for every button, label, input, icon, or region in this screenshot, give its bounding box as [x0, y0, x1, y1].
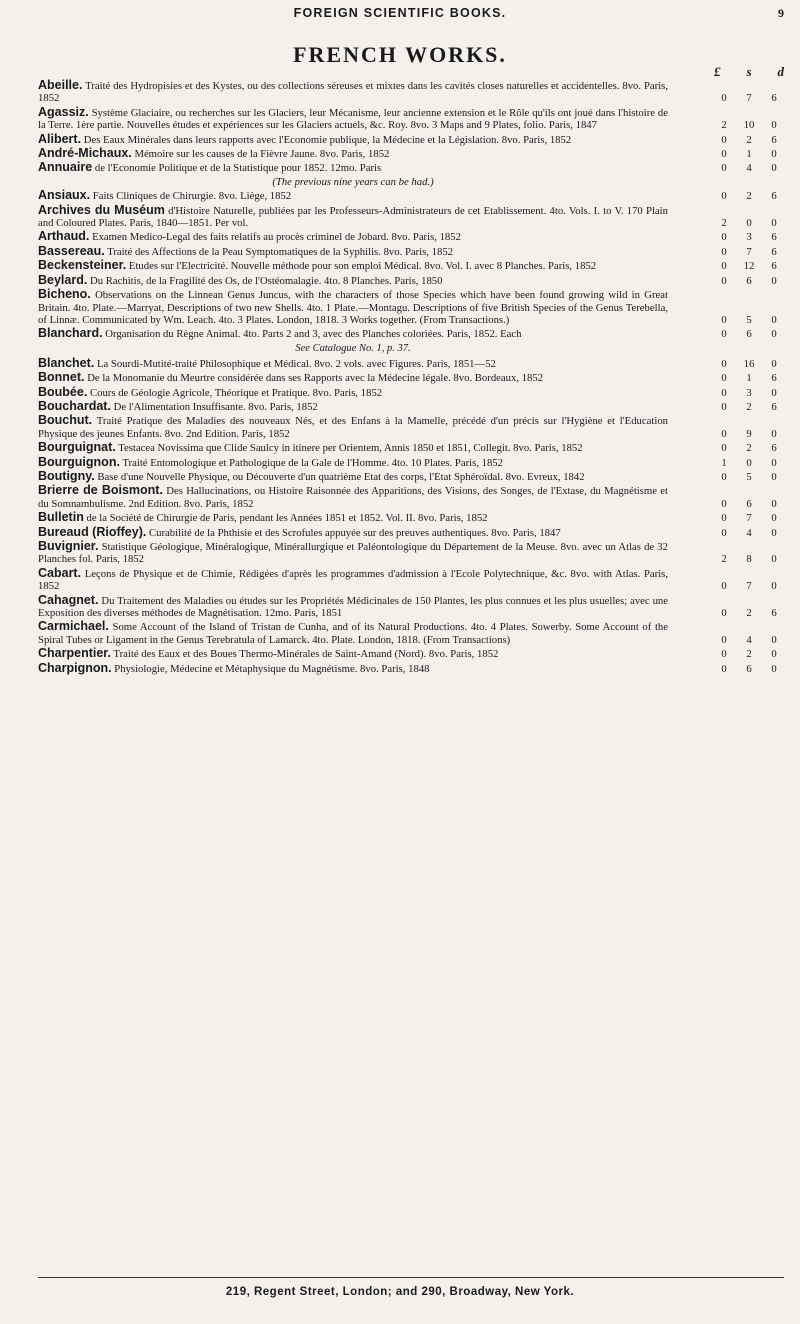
- price-pence: 0: [771, 633, 777, 646]
- price-pence: 6: [771, 92, 777, 105]
- entry-text: Physiologie, Médecine et Métaphysique du Magnétisme. 8vo. Paris, 1848: [114, 662, 430, 675]
- entry-description: [38, 147, 668, 160]
- entry-description: [38, 647, 668, 660]
- price-pounds: 0: [721, 162, 727, 175]
- price-shillings: 7: [746, 512, 752, 525]
- footer-rule: [38, 1277, 784, 1278]
- entry-price: [714, 275, 784, 287]
- entry-description: [38, 79, 668, 105]
- catalogue-entry: [38, 106, 784, 132]
- entry-price: [714, 512, 784, 524]
- price-pounds: 0: [721, 148, 727, 161]
- catalogue-entry: [38, 511, 784, 524]
- entry-description: [38, 400, 668, 413]
- price-shillings: 8: [746, 553, 752, 566]
- entry-text: Faits Cliniques de Chirurgie. 8vo. Liège, 1852: [92, 190, 292, 203]
- price-pounds: 0: [721, 133, 727, 146]
- entry-description: [38, 371, 668, 384]
- catalogue-entry: [38, 414, 784, 440]
- price-pounds: 0: [721, 526, 727, 539]
- catalogue-entry: [38, 133, 784, 146]
- entry-text: Traité des Affections de la Peau Symptomatiques de la Syphilis. 8vo. Paris, 1852: [107, 245, 454, 258]
- price-pounds: 0: [721, 427, 727, 440]
- entry-text: La Sourdi-Mutité-traité Philosophique et Médical. 8vo. 2 vols. avec Figures. Paris, 1851—52: [96, 357, 496, 370]
- price-pounds: 0: [721, 662, 727, 675]
- catalogue-entry: [38, 386, 784, 399]
- author-name: André-Michaux.: [38, 146, 132, 161]
- price-shillings: 10: [743, 119, 755, 132]
- price-shillings: 7: [746, 245, 752, 258]
- catalogue-entry: [38, 245, 784, 258]
- entry-description: [38, 540, 668, 566]
- entry-description: [38, 470, 668, 483]
- price-pence: 0: [771, 648, 777, 661]
- price-pence: 0: [771, 456, 777, 469]
- entry-text: Traité des Eaux et des Boues Thermo-Minérales de Saint-Amand (Nord). 8vo. Paris, 1852: [113, 648, 499, 661]
- price-pounds: 0: [721, 470, 727, 483]
- price-pence: 0: [771, 119, 777, 132]
- price-pounds: 0: [721, 190, 727, 203]
- price-shillings: 12: [743, 260, 755, 273]
- author-name: Bourguignat.: [38, 440, 116, 455]
- catalogue-entry: [38, 470, 784, 483]
- price-pounds: 0: [721, 400, 727, 413]
- author-name: Bassereau.: [38, 243, 105, 258]
- author-name: Agassiz.: [38, 104, 89, 119]
- price-pounds: 0: [721, 512, 727, 525]
- price-shillings: 7: [746, 92, 752, 105]
- author-name: Beckensteiner.: [38, 258, 127, 273]
- price-pounds: 0: [721, 357, 727, 370]
- catalogue-entry: [38, 371, 784, 384]
- price-shillings: 4: [746, 633, 752, 646]
- publisher-address: 219, Regent Street, London; and 290, Broadway, New York.: [225, 1286, 575, 1298]
- price-pence: 6: [771, 400, 777, 413]
- price-pence: 0: [771, 580, 777, 593]
- catalogue-entry: [38, 204, 784, 230]
- price-pounds: 0: [721, 372, 727, 385]
- price-shillings: 1: [746, 372, 752, 385]
- author-name: Bouchut.: [38, 413, 93, 428]
- entry-price: [714, 498, 784, 510]
- price-pounds: 0: [721, 274, 727, 287]
- price-pence: 0: [771, 662, 777, 675]
- price-pence: 6: [771, 231, 777, 244]
- catalogue-entry: [38, 484, 784, 510]
- price-pence: 6: [771, 442, 777, 455]
- entry-price: [714, 428, 784, 440]
- page-number: 9: [778, 6, 784, 20]
- entry-description: [38, 594, 668, 620]
- entry-text: de l'Economie Politique et de la Statistique pour 1852. 12mo. Paris: [94, 162, 382, 175]
- price-pounds: 2: [721, 119, 727, 132]
- entry-text: (The previous nine years can be had.): [272, 175, 434, 188]
- price-shillings: 4: [746, 162, 752, 175]
- author-name: Bouchardat.: [38, 398, 111, 413]
- entry-text: De la Monomanie du Meurtre considérée dans ses Rapports avec la Médecine légale. 8vo. Bordeaux, 1852: [87, 372, 544, 385]
- entry-price: [714, 134, 784, 146]
- catalogue-entry: [38, 274, 784, 287]
- price-column-headers: [714, 64, 784, 80]
- entry-text: Traité Pratique des Maladies des nouveaux Nés, et des Enfans à la Mamelle, précédé d'un précis sur l'Hygiène et l'Education Physique des jeunes Enfants. 8vo. 2nd Edition. Paris, 1852: [38, 415, 669, 440]
- price-shillings: 16: [743, 357, 755, 370]
- author-name: Beylard.: [38, 272, 88, 287]
- entry-text: Etudes sur l'Electricité. Nouvelle méthode pour son emploi Médical. 8vo. Vol. I. avec 8 Planches. Paris, 1852: [128, 260, 597, 273]
- entry-price: [714, 217, 784, 229]
- price-shillings: 1: [746, 148, 752, 161]
- pence-header: d: [777, 64, 784, 79]
- entry-description: [38, 176, 668, 188]
- entry-description: [38, 161, 668, 174]
- entry-description: [38, 259, 668, 272]
- price-pence: 6: [771, 372, 777, 385]
- author-name: Blanchet.: [38, 355, 95, 370]
- catalogue-entry: [38, 620, 784, 646]
- see-catalogue-note: See Catalogue No. 1, p. 37.: [295, 342, 411, 354]
- author-name: Brierre de Boismont.: [38, 483, 163, 498]
- price-shillings: 2: [746, 442, 752, 455]
- entry-text: Observations on the Linnean Genus Juncus, with the characters of those Species which have been found growing wild in Great Britain. 4to. Plate.—Marryat, Descriptions of two new Shells. 4to. 1 Plate.—Montagu. Descriptions of five British Species of the Genus Terebella, of Linnæ. Communicated by Wm. Leach. 4to. 3 Plates. London, 1818. 3 Works together. (From Transactions.): [38, 289, 669, 326]
- author-name: Buvignier.: [38, 539, 99, 553]
- price-pounds: 0: [721, 580, 727, 593]
- entry-description: [38, 204, 668, 230]
- entry-description: [38, 386, 668, 399]
- entry-price: [714, 387, 784, 399]
- catalogue-entry: [38, 594, 784, 620]
- price-pence: 6: [771, 190, 777, 203]
- author-name: Bicheno.: [38, 287, 91, 302]
- entry-text: Statistique Géologique, Minéralogique, Minérallurgique et Paléontologique du Département de la Meuse. 8vo. avec un Atlas de 32 Planches fol. Paris, 1852: [38, 541, 668, 566]
- price-pounds: 0: [721, 497, 727, 510]
- price-shillings: 4: [746, 526, 752, 539]
- catalogue-entry: [38, 400, 784, 413]
- entry-text: Des Eaux Minérales dans leurs rapports avec l'Economie publique, la Médecine et la Législation. 8vo. Paris, 1852: [83, 133, 572, 146]
- entry-text: de la Société de Chirurgie de Paris, pendant les Années 1851 et 1852. Vol. II. 8vo. Paris, 1852: [86, 512, 488, 525]
- entry-text: Curabilité de la Phthisie et des Scrofules appuyée sur des preuves authentiques. 8vo. Paris, 1847: [149, 526, 561, 539]
- entry-price: [714, 580, 784, 592]
- entry-description: [38, 189, 668, 202]
- entry-description: [38, 245, 668, 258]
- entry-description: [38, 526, 668, 539]
- price-shillings: 2: [746, 133, 752, 146]
- author-name: Boubée.: [38, 384, 88, 399]
- entry-price: [714, 260, 784, 272]
- catalogue-entry: [38, 540, 784, 566]
- entry-description: [38, 288, 668, 326]
- entry-description: [38, 230, 668, 243]
- price-shillings: 6: [746, 274, 752, 287]
- price-shillings: 2: [746, 648, 752, 661]
- entry-text: Organisation du Règne Animal. 4to. Parts 2 and 3, avec des Planches coloriées. Paris, 1852. Each: [105, 328, 522, 341]
- catalogue-entry: [38, 327, 784, 340]
- entry-text: De l'Alimentation Insuffisante. 8vo. Paris, 1852: [113, 400, 318, 413]
- price-shillings: 2: [746, 607, 752, 620]
- entry-text: Des Hallucinations, ou Histoire Raisonnée des Apparitions, des Visions, des Songes, de l'Extase, du Magnétisme et du Somnambulisme. 2nd Edition. 8vo. Paris, 1852: [38, 485, 669, 510]
- entry-description: [38, 441, 668, 454]
- entry-price: [714, 190, 784, 202]
- entry-price: [714, 442, 784, 454]
- price-pence: 6: [771, 245, 777, 258]
- catalogue-entry: [38, 147, 784, 160]
- entry-text: Testacea Novissima que Clide Saulcy in itinere per Orientem, Annis 1850 et 1851, Collegit. 8vo. Paris, 1852: [118, 442, 583, 455]
- price-pence: 0: [771, 162, 777, 175]
- entry-price: [714, 358, 784, 370]
- price-shillings: 6: [746, 328, 752, 341]
- entry-price: [714, 663, 784, 675]
- price-pence: 0: [771, 357, 777, 370]
- price-pence: 0: [771, 217, 777, 230]
- entry-text: Cours de Géologie Agricole, Théorique et Pratique. 8vo. Paris, 1852: [89, 386, 383, 399]
- entry-description: [38, 357, 668, 370]
- catalogue-entry: [38, 176, 784, 188]
- price-pence: 0: [771, 274, 777, 287]
- author-name: Bonnet.: [38, 370, 85, 385]
- author-name: Bulletin: [38, 510, 84, 525]
- entry-description: [38, 274, 668, 287]
- catalogue-entry: [38, 79, 784, 105]
- price-pounds: 2: [721, 217, 727, 230]
- entry-price: [714, 92, 784, 104]
- entry-text: Examen Medico-Legal des faits relatifs au procès criminel de Jobard. 8vo. Paris, 1852: [92, 231, 461, 244]
- price-shillings: 0: [746, 456, 752, 469]
- price-pence: 0: [771, 386, 777, 399]
- author-name: Charpentier.: [38, 646, 111, 661]
- entry-price: [714, 634, 784, 646]
- price-pence: 0: [771, 512, 777, 525]
- price-pence: 0: [771, 526, 777, 539]
- price-shillings: 6: [746, 662, 752, 675]
- catalogue-entry: [38, 259, 784, 272]
- shillings-header: s: [746, 64, 752, 79]
- entry-description: [38, 620, 668, 646]
- price-pounds: 0: [721, 245, 727, 258]
- entry-text: Du Traitement des Maladies ou études sur les Propriétés Médicinales de 150 Plantes, les plus connues et les plus usuelles; avec une Exposition des diverses méthodes de Magnétisation. 12mo. Paris, 1851: [38, 594, 668, 620]
- entry-price: [714, 607, 784, 619]
- price-shillings: 5: [746, 470, 752, 483]
- price-pence: 6: [771, 260, 777, 273]
- catalogue-entry: [38, 230, 784, 243]
- entry-text: Some Account of the Island of Tristan de Cunha, and of its Natural Productions. 4to. 4 Plates. Sowerby. Some Account of the Spiral Tubes or Ligament in the Genus Terebratula of Lamarck. 4to. Plate. London, 1818. (From Transactions): [38, 621, 669, 646]
- price-pence: 0: [771, 497, 777, 510]
- price-pence: 0: [771, 553, 777, 566]
- author-name: Ansiaux.: [38, 188, 91, 203]
- catalogue-entry: [38, 662, 784, 675]
- price-shillings: 3: [746, 231, 752, 244]
- entry-price: [714, 246, 784, 258]
- author-name: Annuaire: [38, 160, 93, 175]
- catalogue-entry: [38, 456, 784, 469]
- price-shillings: 0: [746, 217, 752, 230]
- price-pounds: 1: [721, 456, 727, 469]
- catalogue-entry: [38, 161, 784, 174]
- catalogue-entry: [38, 357, 784, 370]
- price-pounds: 0: [721, 328, 727, 341]
- catalogue-entry: [38, 567, 784, 593]
- entry-text: Traité des Hydropisies et des Kystes, ou des collections séreuses et mixtes dans les cavités closes naturelles et accidentelles. 8vo. Paris, 1852: [38, 80, 668, 105]
- entry-price: [714, 328, 784, 340]
- entry-text: Du Rachitis, de la Fragilité des Os, de l'Ostéomalagie. 4to. 8 Planches. Paris, 1850: [90, 274, 443, 287]
- price-shillings: 3: [746, 386, 752, 399]
- price-pounds: 0: [721, 633, 727, 646]
- price-shillings: 2: [746, 190, 752, 203]
- author-name: Boutigny.: [38, 468, 95, 483]
- price-pence: 0: [771, 328, 777, 341]
- price-pounds: 0: [721, 648, 727, 661]
- catalogue-entry: [38, 441, 784, 454]
- entry-text: Base d'une Nouvelle Physique, ou Découverte d'un quatrième Etat des corps, l'Etat Sphéroïdal. 8vo. Evreux, 1842: [97, 470, 585, 483]
- entry-price: [714, 457, 784, 469]
- price-pounds: 0: [721, 313, 727, 326]
- entry-description: [38, 456, 668, 469]
- catalogue-entry: [38, 189, 784, 202]
- entry-price: [714, 314, 784, 326]
- price-pounds: 2: [721, 553, 727, 566]
- price-pence: 0: [771, 470, 777, 483]
- page-title: FRENCH WORKS.: [293, 42, 507, 67]
- author-name: Cabart.: [38, 565, 82, 580]
- author-name: Cahagnet.: [38, 592, 99, 607]
- pounds-header: £: [714, 64, 721, 79]
- entry-description: [38, 106, 668, 132]
- catalogue-entry: [38, 647, 784, 660]
- price-pounds: 0: [721, 92, 727, 105]
- entry-price: [714, 648, 784, 660]
- price-pounds: 0: [721, 260, 727, 273]
- entry-text: Traité Entomologique et Pathologique de la Gale de l'Homme. 4to. 10 Plates. Paris, 1852: [122, 456, 503, 469]
- author-name: Blanchard.: [38, 326, 103, 341]
- catalogue-entry: [38, 526, 784, 539]
- price-pence: 6: [771, 133, 777, 146]
- entry-price: [714, 148, 784, 160]
- price-pounds: 0: [721, 607, 727, 620]
- entry-description: [38, 133, 668, 146]
- entry-price: [714, 162, 784, 174]
- price-pounds: 0: [721, 386, 727, 399]
- entry-description: [38, 567, 668, 593]
- price-pence: 6: [771, 607, 777, 620]
- entry-text: d'Histoire Naturelle, publiées par les Professeurs-Administrateurs de cet Etablissement. 4to. Vols. I. to V. 170 Plain and Coloured Plates. Paris, 1840—1851. Per vol.: [38, 204, 668, 230]
- price-shillings: 6: [746, 497, 752, 510]
- catalogue-list: [38, 79, 784, 676]
- entry-description: [38, 327, 668, 340]
- price-shillings: 5: [746, 313, 752, 326]
- entry-description: [38, 662, 668, 675]
- author-name: Bureaud (Rioffey).: [38, 524, 147, 539]
- entry-price: [714, 527, 784, 539]
- price-shillings: 2: [746, 400, 752, 413]
- price-shillings: 9: [746, 427, 752, 440]
- author-name: Archives du Muséum: [38, 202, 165, 217]
- price-pence: 0: [771, 148, 777, 161]
- entry-price: [714, 471, 784, 483]
- price-pence: 0: [771, 313, 777, 326]
- author-name: Arthaud.: [38, 229, 90, 244]
- author-name: Carmichael.: [38, 619, 109, 634]
- price-shillings: 7: [746, 580, 752, 593]
- author-name: Bourguignon.: [38, 454, 120, 469]
- entry-description: [38, 511, 668, 524]
- entry-text: Leçons de Physique et de Chimie, Rédigées d'après les programmes d'admission à l'Ecole Polytechnique, &c. 8vo. with Atlas. Paris, 1852: [38, 567, 668, 593]
- entry-price: [714, 231, 784, 243]
- entry-text: Système Glaciaire, ou recherches sur les Glaciers, leur Mécanisme, leur ancienne extension et le Rôle qu'ils ont joué dans l'histoire de la Terre. 1ère partie. Nouvelles études et expériences sur les Glaciers actuels, &c. Roy. 8vo. 3 Maps and 9 Plates, folio. Paris, 1847: [38, 106, 668, 132]
- catalogue-entry: [38, 288, 784, 326]
- author-name: Charpignon.: [38, 660, 112, 675]
- running-head: FOREIGN SCIENTIFIC BOOKS.: [293, 6, 507, 20]
- author-name: Abeille.: [38, 78, 83, 92]
- entry-price: [714, 553, 784, 565]
- entry-price: [714, 401, 784, 413]
- entry-description: [38, 484, 668, 510]
- entry-price: [714, 119, 784, 131]
- author-name: Alibert.: [38, 131, 82, 146]
- price-pounds: 0: [721, 442, 727, 455]
- price-pence: 0: [771, 427, 777, 440]
- entry-price: [714, 372, 784, 384]
- entry-text: Mémoire sur les causes de la Fièvre Jaune. 8vo. Paris, 1852: [134, 148, 390, 161]
- entry-description: [38, 414, 668, 440]
- price-pounds: 0: [721, 231, 727, 244]
